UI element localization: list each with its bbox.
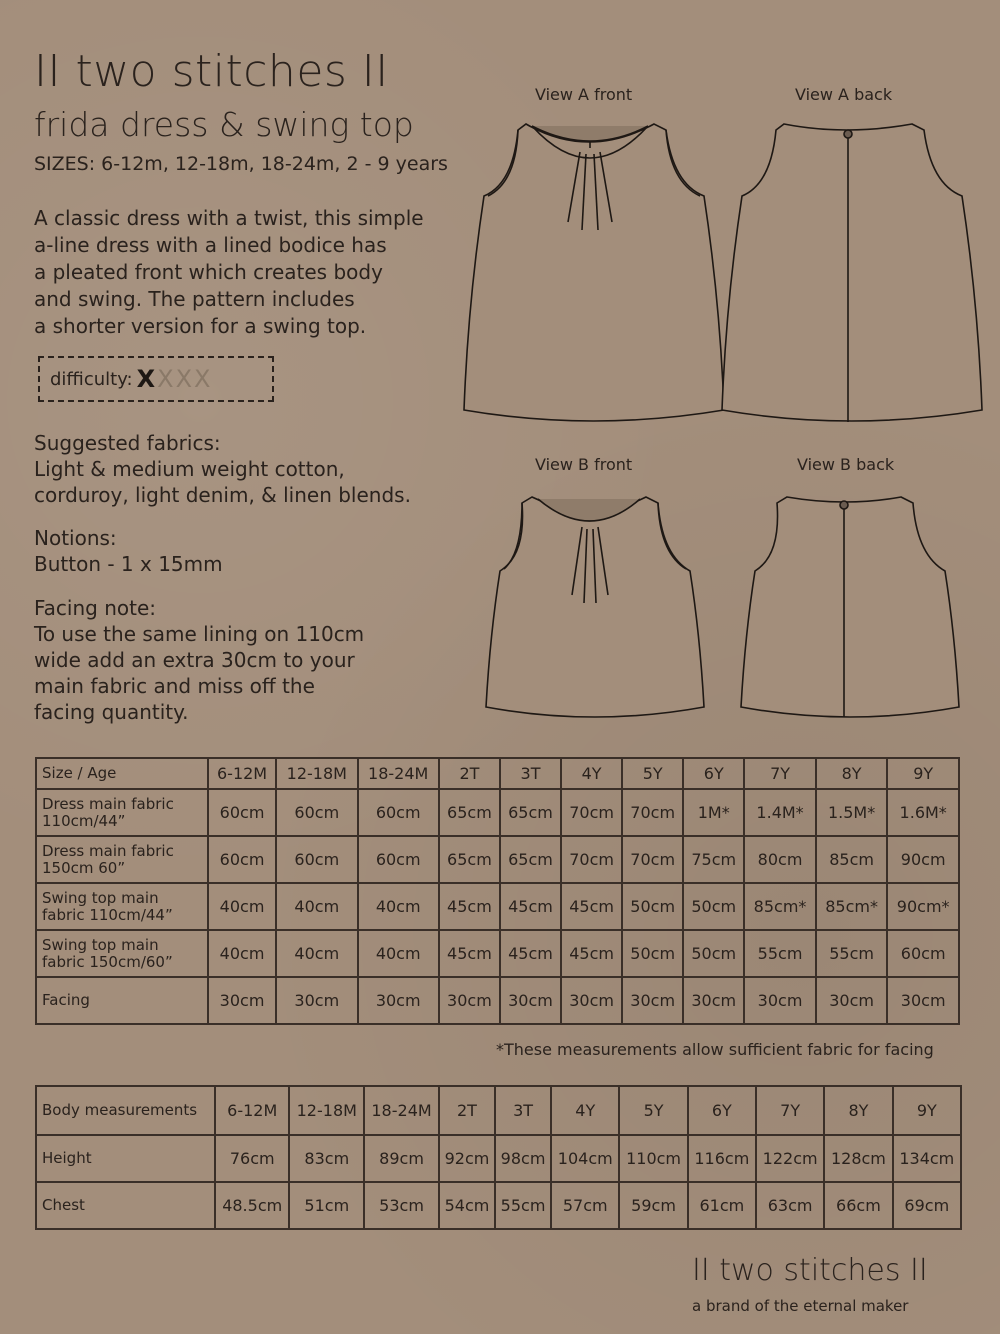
table-cell: 57cm <box>551 1182 619 1229</box>
table-cell: 70cm <box>622 789 683 836</box>
table-row <box>36 836 959 883</box>
difficulty-mark-filled: X <box>136 364 156 393</box>
facing-note-line: facing quantity. <box>34 700 189 724</box>
view-b-front-label: View B front <box>535 455 633 474</box>
table-cell: 30cm <box>500 977 561 1024</box>
notions-section <box>34 525 454 577</box>
table-cell: 65cm <box>500 836 561 883</box>
table-cell: 60cm <box>358 789 439 836</box>
table-cell: 54cm <box>439 1182 495 1229</box>
table-cell: 90cm <box>887 836 959 883</box>
table-cell: 30cm <box>887 977 959 1024</box>
table-cell: 1M* <box>683 789 744 836</box>
table-cell: 59cm <box>619 1182 687 1229</box>
table-header-cell: 3T <box>495 1086 551 1135</box>
pattern-title: frida dress & swing top <box>34 105 414 144</box>
table-cell: 90cm* <box>887 883 959 930</box>
table-cell: 60cm <box>358 836 439 883</box>
table-cell: 30cm <box>208 977 276 1024</box>
table-cell: 128cm <box>824 1135 892 1182</box>
table-cell: 104cm <box>551 1135 619 1182</box>
table-header-row <box>36 1086 961 1135</box>
view-b-back-label: View B back <box>797 455 895 474</box>
table-cell: 65cm <box>439 789 500 836</box>
table-cell: 40cm <box>358 930 439 977</box>
fabrics-heading: Suggested fabrics: <box>34 431 221 455</box>
facing-note-heading: Facing note: <box>34 596 157 620</box>
table-header-cell: 4Y <box>561 758 622 789</box>
table-cell: 55cm <box>495 1182 551 1229</box>
table-header-cell: 3T <box>500 758 561 789</box>
row-label-line: fabric 150cm/60” <box>42 952 173 971</box>
table-header-cell: 6Y <box>683 758 744 789</box>
row-label-line: 150cm 60” <box>42 858 126 877</box>
table-row <box>36 930 959 977</box>
table-header-cell: 5Y <box>619 1086 687 1135</box>
table-header-cell: 2T <box>439 1086 495 1135</box>
difficulty-rating <box>136 364 213 393</box>
table-cell: 45cm <box>500 930 561 977</box>
table-cell: 40cm <box>276 930 357 977</box>
table-header-cell: 18-24M <box>364 1086 439 1135</box>
difficulty-label: difficulty: <box>50 368 133 390</box>
row-label <box>36 789 208 836</box>
table-cell: 48.5cm <box>215 1182 289 1229</box>
row-label <box>36 930 208 977</box>
table-header-cell: 6Y <box>688 1086 756 1135</box>
fabrics-line: Light & medium weight cotton, <box>34 457 345 481</box>
table-cell: 80cm <box>744 836 816 883</box>
table-header-cell: 12-18M <box>289 1086 364 1135</box>
row-label <box>36 977 208 1024</box>
table-cell: 65cm <box>500 789 561 836</box>
table-header-cell: 4Y <box>551 1086 619 1135</box>
table-cell: 75cm <box>683 836 744 883</box>
table-cell: 116cm <box>688 1135 756 1182</box>
footer-brand: II two stitches II <box>692 1253 928 1288</box>
table-header-cell: 2T <box>439 758 500 789</box>
fabrics-section <box>34 430 454 508</box>
table-cell: 45cm <box>500 883 561 930</box>
row-label <box>36 883 208 930</box>
table-cell: 122cm <box>756 1135 824 1182</box>
view-b-front-drawing <box>480 485 710 725</box>
view-a-front-label: View A front <box>535 85 633 104</box>
table-cell: 55cm <box>744 930 816 977</box>
footnote: *These measurements allow sufficient fabric for facing <box>496 1040 934 1059</box>
row-label-line: Facing <box>42 991 90 1009</box>
table-cell: 66cm <box>824 1182 892 1229</box>
table-cell: 40cm <box>276 883 357 930</box>
table-cell: 1.6M* <box>887 789 959 836</box>
table-cell: 70cm <box>561 789 622 836</box>
table-cell: 61cm <box>688 1182 756 1229</box>
table-header-cell: 7Y <box>744 758 816 789</box>
difficulty-mark-empty: X <box>157 364 174 393</box>
table-cell: 51cm <box>289 1182 364 1229</box>
table-cell: 110cm <box>619 1135 687 1182</box>
description-line: a-line dress with a lined bodice has <box>34 233 387 257</box>
table-header-label: Size / Age <box>36 758 208 789</box>
difficulty-box <box>38 356 274 402</box>
footer-tagline: a brand of the eternal maker <box>692 1297 909 1315</box>
table-cell: 1.4M* <box>744 789 816 836</box>
table-cell: 50cm <box>683 883 744 930</box>
table-cell: 50cm <box>622 883 683 930</box>
row-label <box>36 1135 215 1182</box>
table-cell: 40cm <box>208 930 276 977</box>
table-cell: 45cm <box>439 930 500 977</box>
table-row <box>36 883 959 930</box>
table-header-label: Body measurements <box>36 1086 215 1135</box>
table-cell: 55cm <box>816 930 888 977</box>
view-a-back-drawing <box>716 112 986 432</box>
table-cell: 30cm <box>744 977 816 1024</box>
table-cell: 69cm <box>893 1182 961 1229</box>
table-cell: 60cm <box>276 836 357 883</box>
table-cell: 40cm <box>208 883 276 930</box>
fabric-requirements-table <box>35 757 960 1025</box>
table-header-cell: 6-12M <box>208 758 276 789</box>
description-line: A classic dress with a twist, this simple <box>34 206 424 230</box>
table-cell: 134cm <box>893 1135 961 1182</box>
fabrics-line: corduroy, light denim, & linen blends. <box>34 483 411 507</box>
sizes-line: SIZES: 6-12m, 12-18m, 18-24m, 2 - 9 years <box>34 153 448 175</box>
table-row <box>36 1135 961 1182</box>
notions-line: Button - 1 x 15mm <box>34 552 223 576</box>
view-a-front-drawing <box>458 112 728 432</box>
description-line: a pleated front which creates body <box>34 260 383 284</box>
table-cell: 45cm <box>439 883 500 930</box>
description <box>34 205 454 340</box>
difficulty-mark-empty: X <box>194 364 211 393</box>
table-cell: 45cm <box>561 883 622 930</box>
table-cell: 30cm <box>276 977 357 1024</box>
table-cell: 30cm <box>358 977 439 1024</box>
table-cell: 89cm <box>364 1135 439 1182</box>
table-cell: 98cm <box>495 1135 551 1182</box>
row-label <box>36 836 208 883</box>
facing-note-line: To use the same lining on 110cm <box>34 622 365 646</box>
row-label <box>36 1182 215 1229</box>
table-row <box>36 789 959 836</box>
row-label-line: Chest <box>42 1196 85 1214</box>
table-cell: 85cm* <box>744 883 816 930</box>
table-cell: 30cm <box>816 977 888 1024</box>
view-b-back-drawing <box>735 485 965 725</box>
table-cell: 40cm <box>358 883 439 930</box>
row-label-line: Dress main fabric <box>42 841 174 860</box>
facing-note-line: main fabric and miss off the <box>34 674 315 698</box>
notions-heading: Notions: <box>34 526 117 550</box>
body-measurements-table <box>35 1085 962 1230</box>
brand-title: II two stitches II <box>34 46 389 97</box>
table-cell: 60cm <box>276 789 357 836</box>
table-cell: 1.5M* <box>816 789 888 836</box>
table-cell: 63cm <box>756 1182 824 1229</box>
table-header-cell: 18-24M <box>358 758 439 789</box>
table-cell: 30cm <box>439 977 500 1024</box>
table-cell: 30cm <box>561 977 622 1024</box>
row-label-line: fabric 110cm/44” <box>42 905 173 924</box>
table-cell: 50cm <box>683 930 744 977</box>
facing-note-line: wide add an extra 30cm to your <box>34 648 355 672</box>
table-cell: 53cm <box>364 1182 439 1229</box>
view-a-back-label: View A back <box>795 85 893 104</box>
table-cell: 92cm <box>439 1135 495 1182</box>
row-label-line: Swing top main <box>42 935 159 954</box>
table-header-row <box>36 758 959 789</box>
table-row <box>36 1182 961 1229</box>
table-cell: 70cm <box>622 836 683 883</box>
table-cell: 85cm <box>816 836 888 883</box>
table-cell: 60cm <box>208 789 276 836</box>
table-header-cell: 7Y <box>756 1086 824 1135</box>
table-cell: 85cm* <box>816 883 888 930</box>
row-label-line: 110cm/44” <box>42 811 126 830</box>
table-header-cell: 12-18M <box>276 758 357 789</box>
table-row <box>36 977 959 1024</box>
table-cell: 50cm <box>622 930 683 977</box>
table-cell: 45cm <box>561 930 622 977</box>
table-cell: 83cm <box>289 1135 364 1182</box>
description-line: and swing. The pattern includes <box>34 287 355 311</box>
difficulty-mark-empty: X <box>175 364 193 393</box>
table-cell: 70cm <box>561 836 622 883</box>
row-label-line: Dress main fabric <box>42 794 174 813</box>
table-header-cell: 9Y <box>887 758 959 789</box>
row-label-line: Swing top main <box>42 888 159 907</box>
facing-note-section <box>34 595 454 725</box>
table-header-cell: 8Y <box>824 1086 892 1135</box>
table-cell: 60cm <box>887 930 959 977</box>
table-header-cell: 6-12M <box>215 1086 289 1135</box>
table-cell: 30cm <box>683 977 744 1024</box>
table-header-cell: 9Y <box>893 1086 961 1135</box>
row-label-line: Height <box>42 1149 92 1167</box>
table-header-cell: 8Y <box>816 758 888 789</box>
table-cell: 30cm <box>622 977 683 1024</box>
table-cell: 65cm <box>439 836 500 883</box>
table-cell: 76cm <box>215 1135 289 1182</box>
table-header-cell: 5Y <box>622 758 683 789</box>
table-cell: 60cm <box>208 836 276 883</box>
description-line: a shorter version for a swing top. <box>34 314 367 338</box>
